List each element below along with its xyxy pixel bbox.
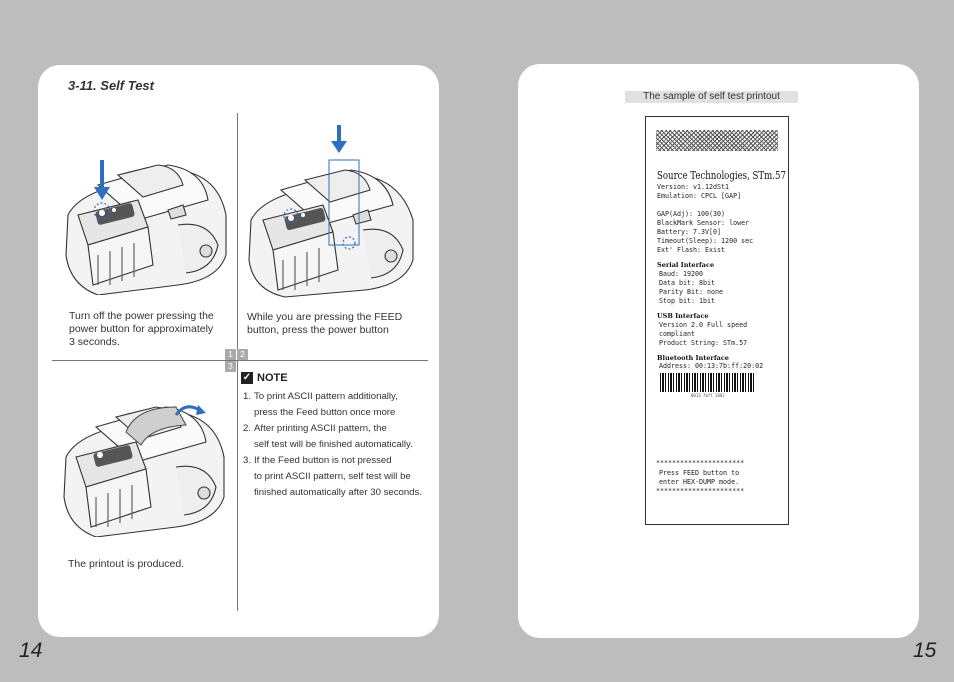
note-list — [243, 389, 433, 501]
receipt-stars: ********************** — [656, 487, 745, 495]
note-item-line: If the Feed button is not pressed — [254, 455, 392, 466]
note-item-line: finished automatically after 30 seconds. — [254, 487, 422, 498]
vertical-divider — [237, 113, 238, 611]
section-title: 3-11. Self Test — [68, 78, 154, 93]
bluetooth-heading: Bluetooth Interface — [657, 354, 729, 362]
note-item-number: 1. — [243, 391, 252, 402]
checkmark-icon: ✓ — [242, 372, 252, 383]
step-number-1: 1 — [225, 349, 236, 360]
usb-heading: USB Interface — [657, 312, 709, 320]
receipt-brand: Source Technologies, STm.57 — [657, 169, 786, 182]
barcode — [660, 373, 754, 392]
page-number-left: 14 — [19, 639, 43, 662]
step-number-2: 2 — [237, 349, 248, 360]
step3-caption: The printout is produced. — [68, 558, 185, 570]
note-item-line: press the Feed button once more — [254, 407, 396, 418]
step2-caption: While you are pressing the FEED button, press the power button — [247, 311, 403, 336]
note-item-number: 2. — [243, 423, 252, 434]
printer-printout-illustration — [56, 387, 226, 537]
note-item — [243, 453, 433, 501]
curved-arrow-icon — [196, 405, 206, 415]
note-heading-label: NOTE — [257, 372, 288, 384]
right-page — [518, 64, 919, 638]
receipt-line: Product String: STm.57 — [659, 339, 748, 347]
receipt-line: Stop bit: 1bit — [659, 297, 716, 305]
receipt-line: GAP(Adj): 100(30) — [657, 210, 726, 218]
receipt-line: Emulation: CPCL [GAP] — [657, 192, 742, 200]
horizontal-divider — [52, 360, 428, 361]
receipt-line: enter HEX-DUMP mode. — [659, 478, 740, 486]
barcode-caption: 0013 7bff 2002 — [691, 393, 725, 398]
step-number-3: 3 — [225, 361, 236, 372]
step1-caption: Turn off the power pressing the power button for approximately 3 seconds. — [69, 310, 214, 348]
self-test-receipt — [645, 116, 789, 525]
receipt-line: Press FEED button to — [659, 469, 740, 477]
receipt-line: Timeout(Sleep): 1200 sec — [657, 237, 754, 245]
receipt-line: Baud: 19200 — [659, 270, 704, 278]
receipt-line: compliant — [659, 330, 696, 338]
ascii-pattern — [656, 130, 778, 151]
note-item — [243, 389, 433, 421]
printer-power-off-illustration — [58, 145, 228, 295]
printer-feed-power-illustration — [241, 125, 421, 300]
receipt-line: Version 2.0 Full speed — [659, 321, 748, 329]
page-number-right: 15 — [913, 639, 937, 662]
note-item-line: self test will be finished automatically. — [254, 439, 413, 450]
receipt-line: Data bit: 8bit — [659, 279, 716, 287]
receipt-stars: ********************** — [656, 459, 745, 467]
receipt-line: BlackMark Sensor: lower — [657, 219, 750, 227]
left-page — [38, 65, 439, 637]
receipt-line: Version: v1.12dSt1 — [657, 183, 730, 191]
note-item — [243, 421, 433, 453]
note-heading — [241, 372, 288, 384]
receipt-line: Parity Bit: none — [659, 288, 724, 296]
serial-heading: Serial Interface — [657, 261, 715, 269]
receipt-line: Ext' Flash: Exist — [657, 246, 726, 254]
note-item-number: 3. — [243, 455, 252, 466]
note-item-line: to print ASCII pattern, self test will be — [254, 471, 411, 482]
receipt-line: Address: 00:13:7b:ff:20:02 — [659, 362, 764, 370]
sample-title: The sample of self test printout — [625, 91, 798, 103]
note-item-line: After printing ASCII pattern, the — [254, 423, 387, 434]
note-item-line: To print ASCII pattern additionally, — [254, 391, 398, 402]
down-arrow-icon — [331, 125, 347, 153]
receipt-line: Battery: 7.3V[0] — [657, 228, 722, 236]
